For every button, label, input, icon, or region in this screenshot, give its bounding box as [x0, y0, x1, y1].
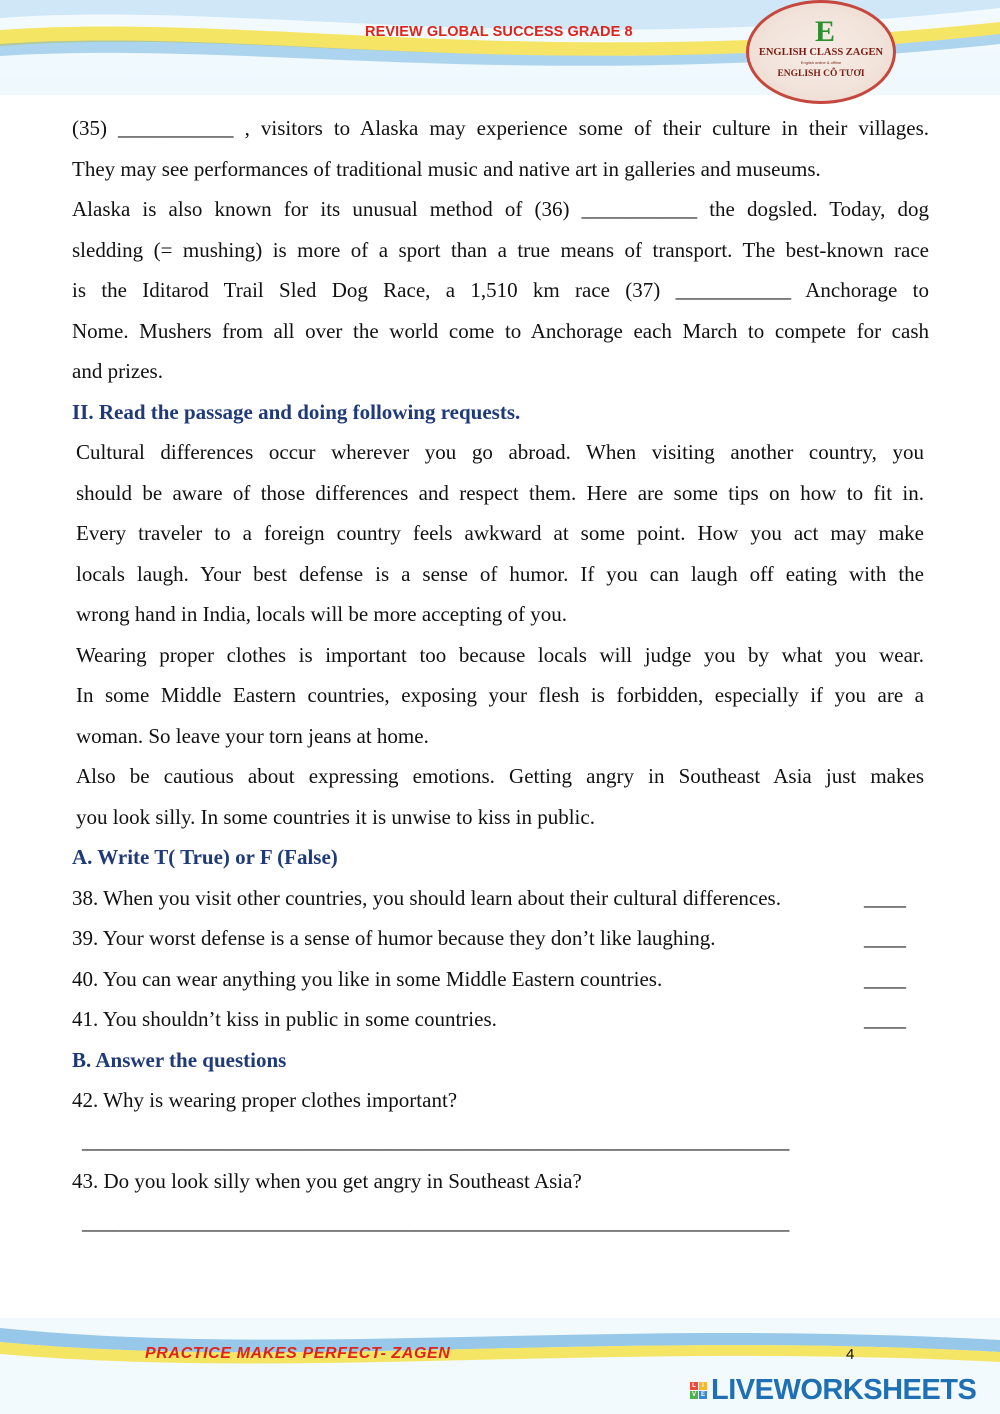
footer-motto: PRACTICE MAKES PERFECT- ZAGEN [145, 1345, 451, 1362]
reading-line: you look silly. In some countries it is unwise to kiss in public. [76, 804, 595, 829]
true-false-statement: 38. When you visit other countries, you should learn about their cultural differences. [72, 885, 781, 910]
passage-continuation [72, 108, 929, 392]
reading-line: wrong hand in India, locals will be more accepting of you. [76, 602, 568, 626]
true-false-item [72, 878, 929, 919]
section-2-heading: II. Read the passage and doing following requests. [72, 399, 521, 424]
true-false-answer-blank[interactable]: ____ [864, 1007, 906, 1031]
part-a-heading: A. Write T( True) or F (False) [72, 845, 338, 869]
icon-letter: I [699, 1382, 707, 1390]
page-number: 4 [846, 1346, 855, 1363]
logo-e-mark: E [815, 15, 836, 48]
english-class-zagen-logo [746, 0, 896, 104]
passage-line: Nome. Mushers from all over the world come to Anchorage each March to compete for cash [72, 318, 929, 343]
logo-subtitle: ENGLISH CÔ TƯƠI [777, 69, 865, 79]
passage-line: They may see performances of traditional music and native art in galleries and museums. [72, 156, 821, 181]
answer-line-42[interactable]: ______________________________________________________________________ [82, 1128, 790, 1153]
passage-line: is the Iditarod Trail Sled Dog Race, a 1,510 km race (37) ___________ Anchorage to [72, 278, 929, 302]
reading-line: Also be cautious about expressing emotions. Getting angry in Southeast Asia just makes [76, 764, 924, 788]
true-false-answer-blank[interactable]: ____ [864, 926, 906, 950]
true-false-item [72, 959, 929, 1000]
passage-line: sledding (= mushing) is more of a sport than a true means of transport. The best-known race [72, 237, 929, 262]
true-false-answer-blank[interactable]: ____ [864, 885, 906, 910]
reading-line: Every traveler to a foreign country feels awkward at some point. How you act may make [76, 521, 924, 545]
logo-name: ENGLISH CLASS ZAGEN [758, 47, 884, 58]
reading-line: should be aware of those differences and respect them. Here are some tips on how to fit in. [76, 480, 924, 505]
worksheet-content [72, 108, 929, 1242]
icon-letter: L [690, 1382, 698, 1390]
passage-line: Alaska is also known for its unusual method of (36) ___________ the dogsled. Today, dog [72, 197, 929, 221]
liveworksheets-brand[interactable] [690, 1372, 976, 1408]
true-false-item [72, 918, 929, 959]
true-false-statement: 39. Your worst defense is a sense of humor because they don’t like laughing. [72, 926, 716, 950]
question-42: 42. Why is wearing proper clothes important? [72, 1088, 458, 1112]
answer-line-43[interactable]: ______________________________________________________________________ [82, 1209, 790, 1234]
icon-letter: E [700, 1391, 705, 1398]
passage-line: (35) ___________ , visitors to Alaska may experience some of their culture in their villages. [72, 116, 929, 140]
passage-line: and prizes. [72, 359, 163, 383]
logo-tagline: English online & offline [800, 60, 842, 65]
header-title: REVIEW GLOBAL SUCCESS GRADE 8 [365, 24, 633, 40]
reading-line: In some Middle Eastern countries, exposing your flesh is forbidden, especially if you are a [76, 683, 924, 707]
icon-letter: V [691, 1391, 696, 1398]
question-43: 43. Do you look silly when you get angry in Southeast Asia? [72, 1169, 582, 1193]
true-false-statement: 41. You shouldn’t kiss in public in some countries. [72, 1007, 497, 1031]
reading-passage [72, 432, 929, 837]
true-false-statement: 40. You can wear anything you like in some Middle Eastern countries. [72, 966, 663, 991]
reading-line: woman. So leave your torn jeans at home. [76, 723, 429, 748]
part-b-heading: B. Answer the questions [72, 1047, 287, 1072]
true-false-answer-blank[interactable]: ____ [864, 966, 906, 991]
true-false-item [72, 999, 929, 1040]
reading-line: locals laugh. Your best defense is a sense of humor. If you can laugh off eating with the [76, 561, 924, 586]
liveworksheets-wordmark: LIVEWORKSHEETS [711, 1373, 977, 1406]
liveworksheets-icon [690, 1382, 707, 1399]
reading-line: Cultural differences occur wherever you go abroad. When visiting another country, you [76, 440, 924, 464]
reading-line: Wearing proper clothes is important too because locals will judge you by what you wear. [76, 642, 924, 667]
